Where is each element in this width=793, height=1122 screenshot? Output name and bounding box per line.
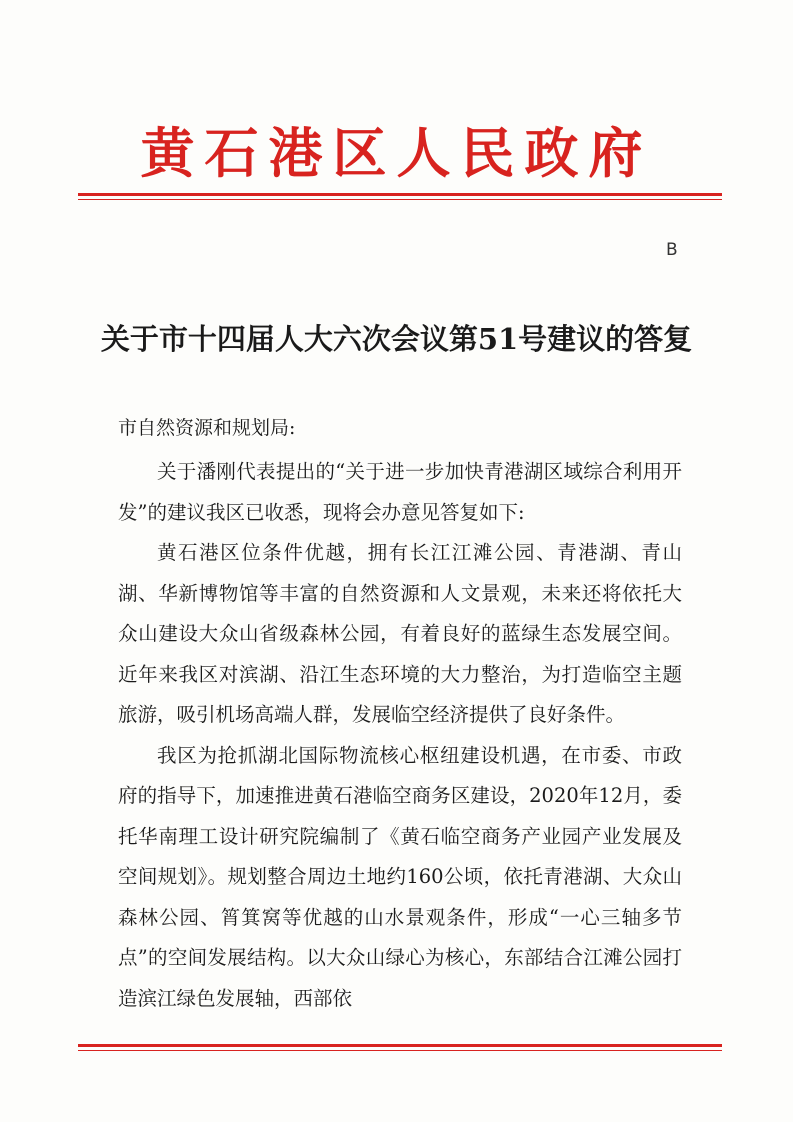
header-red-rule-thin — [78, 199, 722, 200]
footer-red-rule-thick — [78, 1044, 722, 1047]
header-red-rule-thick — [78, 193, 722, 196]
body-text — [118, 452, 682, 1019]
paragraph-1: 关于潘刚代表提出的“关于进一步加快青港湖区域综合利用开发”的建议我区已收悉，现将会办意见答复如下: — [118, 460, 682, 524]
paragraph-3: 我区为抢抓湖北国际物流核心枢纽建设机遇，在市委、市政府的指导下，加速推进黄石港临空商务区建设，2020年12月，委托华南理工设计研究院编制了《黄石临空商务产业园产业发展及空间规划》。规划整合周边土地约160公顷，依托青港湖、大众山森林公园、筲箕窝等优越的山水景观条件，形成“一心三轴多节点”的空间发展结构。以大众山绿心为核心，东部结合江滩公园打造滨江绿色发展轴，西部依 — [118, 743, 682, 1010]
footer-red-rule-thin — [78, 1050, 722, 1051]
corner-mark: B — [666, 240, 678, 260]
issuing-authority-header: 黄石港区人民政府 — [140, 121, 653, 185]
salutation: 市自然资源和规划局: — [118, 417, 296, 439]
paragraph-2: 黄石港区位条件优越，拥有长江江滩公园、青港湖、青山湖、华新博物馆等丰富的自然资源和人文景观，未来还将依托大众山建设大众山省级森林公园，有着良好的蓝绿生态发展空间。近年来我区对滨湖、沿江生态环境的大力整治，为打造临空主题旅游，吸引机场高端人群，发展临空经济提供了良好条件。 — [118, 541, 682, 726]
document-title: 关于市十四届人大六次会议第51号建议的答复 — [100, 322, 693, 356]
